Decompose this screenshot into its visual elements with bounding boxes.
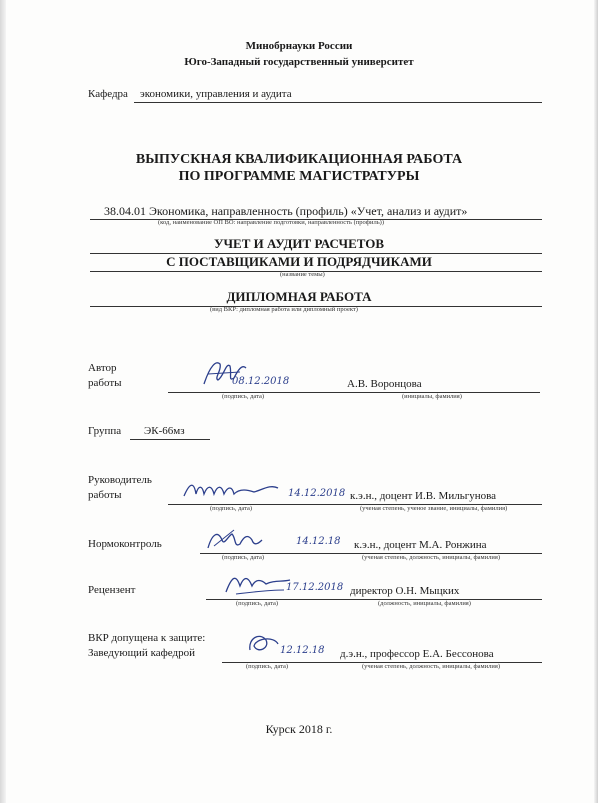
reviewer-sign-caption: (подпись, дата)	[236, 600, 279, 607]
supervisor-name-caption: (ученая степень, ученое звание, инициалы, фамилия)	[360, 505, 508, 512]
approval-name-caption: (ученая степень, должность, инициалы, фамилия)	[362, 663, 501, 670]
program-caption: (код, наименование ОП ВО: направление подготовки, направленность (профиль))	[158, 219, 384, 226]
group-label: Группа	[88, 425, 122, 437]
city-year: Курск 2018 г.	[265, 722, 333, 736]
supervisor-date: 14.12.2018	[288, 488, 346, 499]
topic-line1: УЧЕТ И АУДИТ РАСЧЕТОВ	[213, 236, 385, 251]
supervisor-label-line1: Руководитель	[88, 474, 152, 486]
group-underline	[130, 439, 210, 440]
reviewer-date: 17.12.2018	[286, 582, 344, 593]
supervisor-label-line2: работы	[88, 489, 122, 501]
normcontrol-label: Нормоконтроль	[88, 538, 162, 550]
author-sign-caption: (подпись, дата)	[222, 393, 265, 400]
page-edge-left	[0, 0, 6, 803]
ministry-heading: Минобрнауки России	[245, 40, 353, 52]
approval-date: 12.12.18	[280, 645, 325, 656]
approval-signature-icon	[244, 630, 284, 664]
program-text: 38.04.01 Экономика, направленность (профиль) «Учет, анализ и аудит»	[104, 204, 468, 218]
supervisor-sign-caption: (подпись, дата)	[210, 505, 253, 512]
work-type: ДИПЛОМНАЯ РАБОТА	[226, 289, 372, 304]
approval-label-line2: Заведующий кафедрой	[88, 647, 195, 659]
university-heading: Юго-Западный государственный университет	[184, 56, 414, 68]
topic-caption: (название темы)	[280, 271, 325, 278]
normcontrol-date: 14.12.18	[296, 536, 341, 547]
topic-line2: С ПОСТАВЩИКАМИ И ПОДРЯДЧИКАМИ	[166, 254, 432, 269]
reviewer-name: директор О.Н. Мыцких	[350, 585, 460, 597]
author-label-line2: работы	[88, 377, 122, 389]
group-value: ЭК-66мз	[144, 425, 185, 437]
approval-sign-caption: (подпись, дата)	[246, 663, 289, 670]
reviewer-label: Рецензент	[88, 584, 136, 596]
author-date: 08.12.2018	[232, 376, 290, 387]
supervisor-name: к.э.н., доцент И.В. Мильгунова	[350, 490, 497, 502]
department-underline	[134, 102, 542, 103]
department-value: экономики, управления и аудита	[140, 88, 292, 100]
approval-name: д.э.н., профессор Е.А. Бессонова	[340, 648, 494, 660]
normcontrol-name-caption: (ученая степень, должность, инициалы, фамилия)	[362, 554, 501, 561]
reviewer-name-caption: (должность, инициалы, фамилия)	[378, 600, 471, 607]
normcontrol-sign-caption: (подпись, дата)	[222, 554, 265, 561]
thesis-title-line1: ВЫПУСКНАЯ КВАЛИФИКАЦИОННАЯ РАБОТА	[135, 152, 463, 167]
department-label: Кафедра	[88, 88, 128, 100]
page-edge-right	[594, 0, 598, 803]
approval-label-line1: ВКР допущена к защите:	[88, 632, 206, 644]
author-label-line1: Автор	[88, 362, 117, 374]
normcontrol-name: к.э.н., доцент М.А. Ронжина	[354, 539, 487, 551]
author-name-caption: (инициалы, фамилия)	[402, 393, 462, 400]
thesis-title-line2: ПО ПРОГРАММЕ МАГИСТРАТУРЫ	[178, 169, 420, 184]
author-name: А.В. Воронцова	[347, 378, 422, 390]
work-type-caption: (вид ВКР: дипломная работа или дипломный проект)	[210, 306, 358, 313]
